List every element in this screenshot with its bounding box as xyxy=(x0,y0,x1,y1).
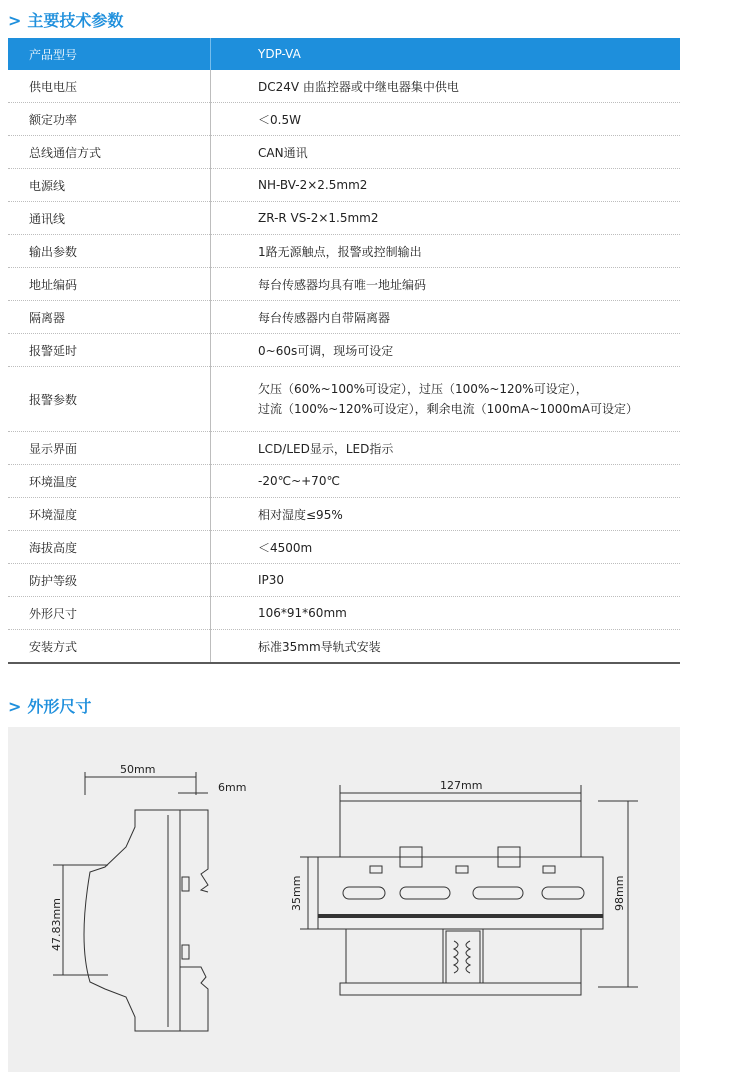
row-label: 额定功率 xyxy=(8,103,211,136)
row-label: 安装方式 xyxy=(8,630,211,664)
table-row xyxy=(8,103,680,136)
row-value: 标准35mm导轨式安装 xyxy=(211,630,681,664)
table-row xyxy=(8,202,680,235)
row-value: 每台传感器均具有唯一地址编码 xyxy=(211,268,681,301)
table-row xyxy=(8,235,680,268)
dims-section-title xyxy=(8,694,91,717)
row-value: ZR-R VS-2×1.5mm2 xyxy=(211,202,681,235)
table-row xyxy=(8,564,680,597)
row-value: CAN通讯 xyxy=(211,136,681,169)
row-value-line: 欠压（60%~100%可设定），过压（100%~120%可设定）， xyxy=(258,382,588,396)
table-row xyxy=(8,531,680,564)
table-row xyxy=(8,498,680,531)
rail-dimension-label: 35mm xyxy=(290,875,303,911)
dims-title-text: 外形尺寸 xyxy=(27,697,92,716)
table-row xyxy=(8,136,680,169)
dimension-drawing-panel xyxy=(8,727,680,1072)
row-label: 隔离器 xyxy=(8,301,211,334)
side-view-outline xyxy=(53,772,208,1031)
spec-table xyxy=(8,38,680,664)
row-value: 106*91*60mm xyxy=(211,597,681,630)
height-dimension-label: 47.83mm xyxy=(50,898,63,951)
table-header-row xyxy=(8,38,680,70)
row-value: -20℃~+70℃ xyxy=(211,465,681,498)
row-value: ＜0.5W xyxy=(211,103,681,136)
chevron-right-icon: > xyxy=(8,11,22,30)
row-label: 环境温度 xyxy=(8,465,211,498)
total-height-dimension-label: 98mm xyxy=(613,875,626,911)
row-label: 输出参数 xyxy=(8,235,211,268)
row-value: IP30 xyxy=(211,564,681,597)
row-label: 供电电压 xyxy=(8,70,211,103)
length-dimension-label: 127mm xyxy=(440,779,483,792)
row-value: NH-BV-2×2.5mm2 xyxy=(211,169,681,202)
table-row xyxy=(8,432,680,465)
table-row xyxy=(8,169,680,202)
row-value: 每台传感器内自带隔离器 xyxy=(211,301,681,334)
row-label: 总线通信方式 xyxy=(8,136,211,169)
table-row xyxy=(8,597,680,630)
row-label: 环境湿度 xyxy=(8,498,211,531)
table-row xyxy=(8,630,680,664)
row-value: 相对湿度≤95% xyxy=(211,498,681,531)
table-row xyxy=(8,367,680,432)
row-label: 海拔高度 xyxy=(8,531,211,564)
offset-dimension-label: 6mm xyxy=(218,781,247,794)
row-label: 报警延时 xyxy=(8,334,211,367)
table-row xyxy=(8,334,680,367)
header-value: YDP-VA xyxy=(211,38,681,70)
row-value: LCD/LED显示，LED指示 xyxy=(211,432,681,465)
row-label: 通讯线 xyxy=(8,202,211,235)
header-label: 产品型号 xyxy=(8,38,211,70)
table-row xyxy=(8,465,680,498)
row-label: 地址编码 xyxy=(8,268,211,301)
row-value: ＜4500m xyxy=(211,531,681,564)
specs-title-text: 主要技术参数 xyxy=(27,11,124,30)
row-value: 0~60s可调，现场可设定 xyxy=(211,334,681,367)
row-label: 报警参数 xyxy=(8,367,211,432)
row-label: 外形尺寸 xyxy=(8,597,211,630)
row-label: 防护等级 xyxy=(8,564,211,597)
row-value: 1路无源触点，报警或控制输出 xyxy=(211,235,681,268)
row-value: DC24V 由监控器或中继电器集中供电 xyxy=(211,70,681,103)
row-value-line: 过流（100%~120%可设定），剩余电流（100mA~1000mA可设定） xyxy=(258,402,638,416)
dimension-drawing xyxy=(8,727,680,1072)
row-label: 电源线 xyxy=(8,169,211,202)
table-row xyxy=(8,70,680,103)
table-row xyxy=(8,268,680,301)
front-view-outline xyxy=(300,785,638,995)
row-value xyxy=(211,367,681,432)
specs-section-title xyxy=(8,8,123,31)
row-label: 显示界面 xyxy=(8,432,211,465)
chevron-right-icon: > xyxy=(8,697,22,716)
table-row xyxy=(8,301,680,334)
width-dimension-label: 50mm xyxy=(120,763,156,776)
